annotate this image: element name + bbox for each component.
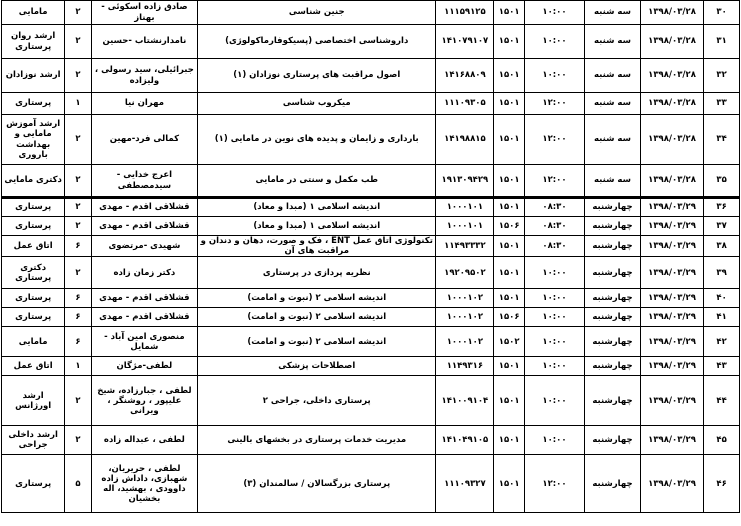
group-cell: ۱۵۰۱ [494,357,525,376]
row-number-cell: ۳۷ [704,217,740,236]
date-cell: ۱۳۹۸/۰۳/۲۹ [640,289,703,308]
date-cell: ۱۳۹۸/۰۳/۲۹ [640,357,703,376]
weekday-cell: چهارشنبه [585,426,641,455]
group-cell: ۱۵۰۱ [494,165,525,198]
group-cell: ۱۵۰۱ [494,198,525,217]
time-cell: ۱۰:۰۰ [524,308,584,327]
course-code-cell: ۱۴۱۹۸۸۱۵ [436,115,494,165]
course-title-cell: تکنولوژی اتاق عمل ENT ، فک و صورت، دهان و دندان و مراقبت های آن [198,236,436,257]
major-cell: پرستاری [2,289,65,308]
course-title-cell: اندیشه اسلامی ۲ (نبوت و امامت) [198,308,436,327]
units-cell: ۲ [65,165,91,198]
course-title-cell: بارداری و زایمان و پدیده های نوین در مامایی (۱) [198,115,436,165]
row-number-cell: ۳۶ [704,198,740,217]
weekday-cell: سه شنبه [585,25,641,59]
schedule-row [2,165,740,198]
date-cell: ۱۳۹۸/۰۳/۲۸ [640,59,703,93]
schedule-row [2,308,740,327]
course-code-cell: ۱۱۱۰۹۳۰۵ [436,93,494,115]
group-cell: ۱۵۰۱ [494,236,525,257]
course-code-cell: ۱۱۴۹۳۳۳۲ [436,236,494,257]
group-cell: ۱۵۰۱ [494,426,525,455]
major-cell: اتاق عمل [2,236,65,257]
group-cell: ۱۵۰۱ [494,257,525,289]
group-cell: ۱۵۰۱ [494,115,525,165]
time-cell: ۱۲:۰۰ [524,93,584,115]
row-number-cell: ۳۲ [704,59,740,93]
row-number-cell: ۴۴ [704,376,740,426]
date-cell: ۱۳۹۸/۰۳/۲۹ [640,376,703,426]
group-cell: ۱۵۰۱ [494,455,525,513]
course-title-cell: جنین شناسی [198,1,436,25]
instructor-cell: صادق زاده اسکوئی - بهناز [91,1,197,25]
schedule-row [2,217,740,236]
instructor-cell: کمالی فرد-مهین [91,115,197,165]
date-cell: ۱۳۹۸/۰۳/۲۹ [640,426,703,455]
course-code-cell: ۱۰۰۰۱۰۲ [436,308,494,327]
weekday-cell: چهارشنبه [585,198,641,217]
course-title-cell: اصطلاحات پزشکی [198,357,436,376]
course-code-cell: ۱۱۱۵۹۱۲۵ [436,1,494,25]
weekday-cell: چهارشنبه [585,217,641,236]
weekday-cell: چهارشنبه [585,357,641,376]
row-number-cell: ۳۴ [704,115,740,165]
time-cell: ۰۸:۳۰ [524,198,584,217]
weekday-cell: چهارشنبه [585,376,641,426]
group-cell: ۱۵۰۶ [494,308,525,327]
row-number-cell: ۳۰ [704,1,740,25]
time-cell: ۱۰:۰۰ [524,25,584,59]
row-number-cell: ۴۱ [704,308,740,327]
group-cell: ۱۵۰۱ [494,25,525,59]
instructor-cell: منصوری امین آباد - شمایل [91,327,197,357]
course-code-cell: ۱۴۱۰۷۹۱۰۷ [436,25,494,59]
major-cell: اتاق عمل [2,357,65,376]
major-cell: پرستاری [2,93,65,115]
weekday-cell: چهارشنبه [585,327,641,357]
course-title-cell: اندیشه اسلامی ۲ (نبوت و امامت) [198,289,436,308]
schedule-row [2,93,740,115]
instructor-cell: قشلاقی اقدم - مهدی [91,198,197,217]
time-cell: ۱۰:۰۰ [524,357,584,376]
units-cell: ۶ [65,236,91,257]
units-cell: ۱ [65,357,91,376]
schedule-row [2,59,740,93]
units-cell: ۲ [65,376,91,426]
units-cell: ۵ [65,455,91,513]
weekday-cell: سه شنبه [585,115,641,165]
date-cell: ۱۳۹۸/۰۳/۲۸ [640,115,703,165]
date-cell: ۱۳۹۸/۰۳/۲۹ [640,327,703,357]
instructor-cell: لطفی ، جبارزاده، شیخ علیپور ، روشنگر ، ویرانی [91,376,197,426]
time-cell: ۰۸:۳۰ [524,217,584,236]
units-cell: ۶ [65,327,91,357]
major-cell: ارشد آموزش مامایی و بهداشت باروری [2,115,65,165]
group-cell: ۱۵۰۱ [494,289,525,308]
course-title-cell: اندیشه اسلامی ۲ (نبوت و امامت) [198,327,436,357]
units-cell: ۲ [65,25,91,59]
weekday-cell: سه شنبه [585,59,641,93]
date-cell: ۱۳۹۸/۰۳/۲۹ [640,217,703,236]
units-cell: ۲ [65,257,91,289]
instructor-cell: قشلاقی اقدم - مهدی [91,289,197,308]
schedule-row [2,426,740,455]
time-cell: ۱۰:۰۰ [524,1,584,25]
course-title-cell: داروشناسی اختصاصی (پسیکوفارماکولوژی) [198,25,436,59]
units-cell: ۶ [65,289,91,308]
schedule-row [2,236,740,257]
weekday-cell: سه شنبه [585,1,641,25]
weekday-cell: چهارشنبه [585,236,641,257]
course-title-cell: اندیشه اسلامی ۱ (مبدا و معاد) [198,217,436,236]
weekday-cell: سه شنبه [585,165,641,198]
time-cell: ۱۰:۰۰ [524,376,584,426]
major-cell: ارشد اورژانس [2,376,65,426]
units-cell: ۲ [65,198,91,217]
time-cell: ۱۰:۰۰ [524,257,584,289]
course-title-cell: اصول مراقبت های پرستاری نوزادان (۱) [198,59,436,93]
course-code-cell: ۱۴۱۶۸۸۰۹ [436,59,494,93]
instructor-cell: لطفی ، حریریان، شهبازی، داداش زاده داوودی ، بهشید، اله بخشیان [91,455,197,513]
time-cell: ۱۰:۰۰ [524,289,584,308]
instructor-cell: نامدارنشتاب -حسین [91,25,197,59]
units-cell: ۲ [65,115,91,165]
schedule-row [2,198,740,217]
units-cell: ۶ [65,308,91,327]
schedule-row [2,327,740,357]
exam-schedule-table [1,0,740,513]
date-cell: ۱۳۹۸/۰۳/۲۹ [640,308,703,327]
course-title-cell: طب مکمل و سنتی در مامایی [198,165,436,198]
instructor-cell: لطفی ، عبداله زاده [91,426,197,455]
instructor-cell: دکتر زمان زاده [91,257,197,289]
weekday-cell: چهارشنبه [585,455,641,513]
schedule-row [2,25,740,59]
course-code-cell: ۱۱۴۹۳۱۶ [436,357,494,376]
major-cell: دکتری پرستاری [2,257,65,289]
major-cell: پرستاری [2,198,65,217]
row-number-cell: ۴۲ [704,327,740,357]
group-cell: ۱۵۰۱ [494,376,525,426]
date-cell: ۱۳۹۸/۰۳/۲۹ [640,257,703,289]
row-number-cell: ۴۵ [704,426,740,455]
time-cell: ۱۲:۰۰ [524,115,584,165]
weekday-cell: چهارشنبه [585,289,641,308]
units-cell: ۲ [65,217,91,236]
units-cell: ۲ [65,1,91,25]
units-cell: ۲ [65,426,91,455]
row-number-cell: ۴۶ [704,455,740,513]
course-code-cell: ۱۴۱۰۰۹۱۰۴ [436,376,494,426]
time-cell: ۱۰:۰۰ [524,426,584,455]
major-cell: مامایی [2,327,65,357]
date-cell: ۱۳۹۸/۰۳/۲۹ [640,236,703,257]
time-cell: ۰۸:۳۰ [524,236,584,257]
course-title-cell: میکروب شناسی [198,93,436,115]
course-title-cell: اندیشه اسلامی ۱ (مبدا و معاد) [198,198,436,217]
course-code-cell: ۱۱۱۰۹۳۲۷ [436,455,494,513]
schedule-row [2,115,740,165]
date-cell: ۱۳۹۸/۰۳/۲۸ [640,165,703,198]
row-number-cell: ۴۳ [704,357,740,376]
weekday-cell: چهارشنبه [585,257,641,289]
row-number-cell: ۳۱ [704,25,740,59]
schedule-row [2,357,740,376]
instructor-cell: قشلاقی اقدم - مهدی [91,217,197,236]
time-cell: ۱۲:۰۰ [524,455,584,513]
major-cell: پرستاری [2,217,65,236]
instructor-cell: قشلاقی اقدم - مهدی [91,308,197,327]
major-cell: مامایی [2,1,65,25]
course-title-cell: مدیریت خدمات پرستاری در بخشهای بالینی [198,426,436,455]
course-title-cell: نظریه پردازی در پرستاری [198,257,436,289]
schedule-row [2,1,740,25]
course-code-cell: ۱۰۰۰۱۰۲ [436,289,494,308]
units-cell: ۱ [65,93,91,115]
schedule-body [2,1,740,513]
course-code-cell: ۱۹۲۰۹۵۰۲ [436,257,494,289]
date-cell: ۱۳۹۸/۰۳/۲۸ [640,1,703,25]
major-cell: ارشد روان پرستاری [2,25,65,59]
instructor-cell: مهران نیا [91,93,197,115]
row-number-cell: ۳۵ [704,165,740,198]
course-code-cell: ۱۰۰۰۱۰۱ [436,198,494,217]
course-code-cell: ۱۰۰۰۱۰۱ [436,217,494,236]
units-cell: ۲ [65,59,91,93]
schedule-row [2,455,740,513]
group-cell: ۱۵۰۱ [494,59,525,93]
schedule-row [2,257,740,289]
course-title-cell: پرستاری بزرگسالان / سالمندان (۳) [198,455,436,513]
course-code-cell: ۱۰۰۰۱۰۲ [436,327,494,357]
weekday-cell: سه شنبه [585,93,641,115]
group-cell: ۱۵۰۶ [494,217,525,236]
schedule-row [2,376,740,426]
major-cell: ارشد داخلی جراحی [2,426,65,455]
date-cell: ۱۳۹۸/۰۳/۲۹ [640,455,703,513]
time-cell: ۱۲:۰۰ [524,165,584,198]
instructor-cell: لطفی-مژگان [91,357,197,376]
course-title-cell: پرستاری داخلی، جراحی ۲ [198,376,436,426]
weekday-cell: چهارشنبه [585,308,641,327]
date-cell: ۱۳۹۸/۰۳/۲۹ [640,198,703,217]
major-cell: دکتری مامایی [2,165,65,198]
row-number-cell: ۳۸ [704,236,740,257]
row-number-cell: ۳۹ [704,257,740,289]
course-code-cell: ۱۹۱۳۰۹۴۲۹ [436,165,494,198]
instructor-cell: اعرج خدایی - سیدمصطفی [91,165,197,198]
group-cell: ۱۵۰۲ [494,327,525,357]
instructor-cell: شهیدی -مرتضوی [91,236,197,257]
group-cell: ۱۵۰۱ [494,93,525,115]
major-cell: پرستاری [2,455,65,513]
time-cell: ۱۰:۰۰ [524,327,584,357]
group-cell: ۱۵۰۱ [494,1,525,25]
major-cell: ارشد نوزادان [2,59,65,93]
date-cell: ۱۳۹۸/۰۳/۲۸ [640,93,703,115]
instructor-cell: جبرائیلی، سید رسولی ، ولیزاده [91,59,197,93]
row-number-cell: ۳۳ [704,93,740,115]
major-cell: پرستاری [2,308,65,327]
date-cell: ۱۳۹۸/۰۳/۲۸ [640,25,703,59]
course-code-cell: ۱۴۱۰۴۹۱۰۵ [436,426,494,455]
row-number-cell: ۴۰ [704,289,740,308]
time-cell: ۱۰:۰۰ [524,59,584,93]
schedule-row [2,289,740,308]
